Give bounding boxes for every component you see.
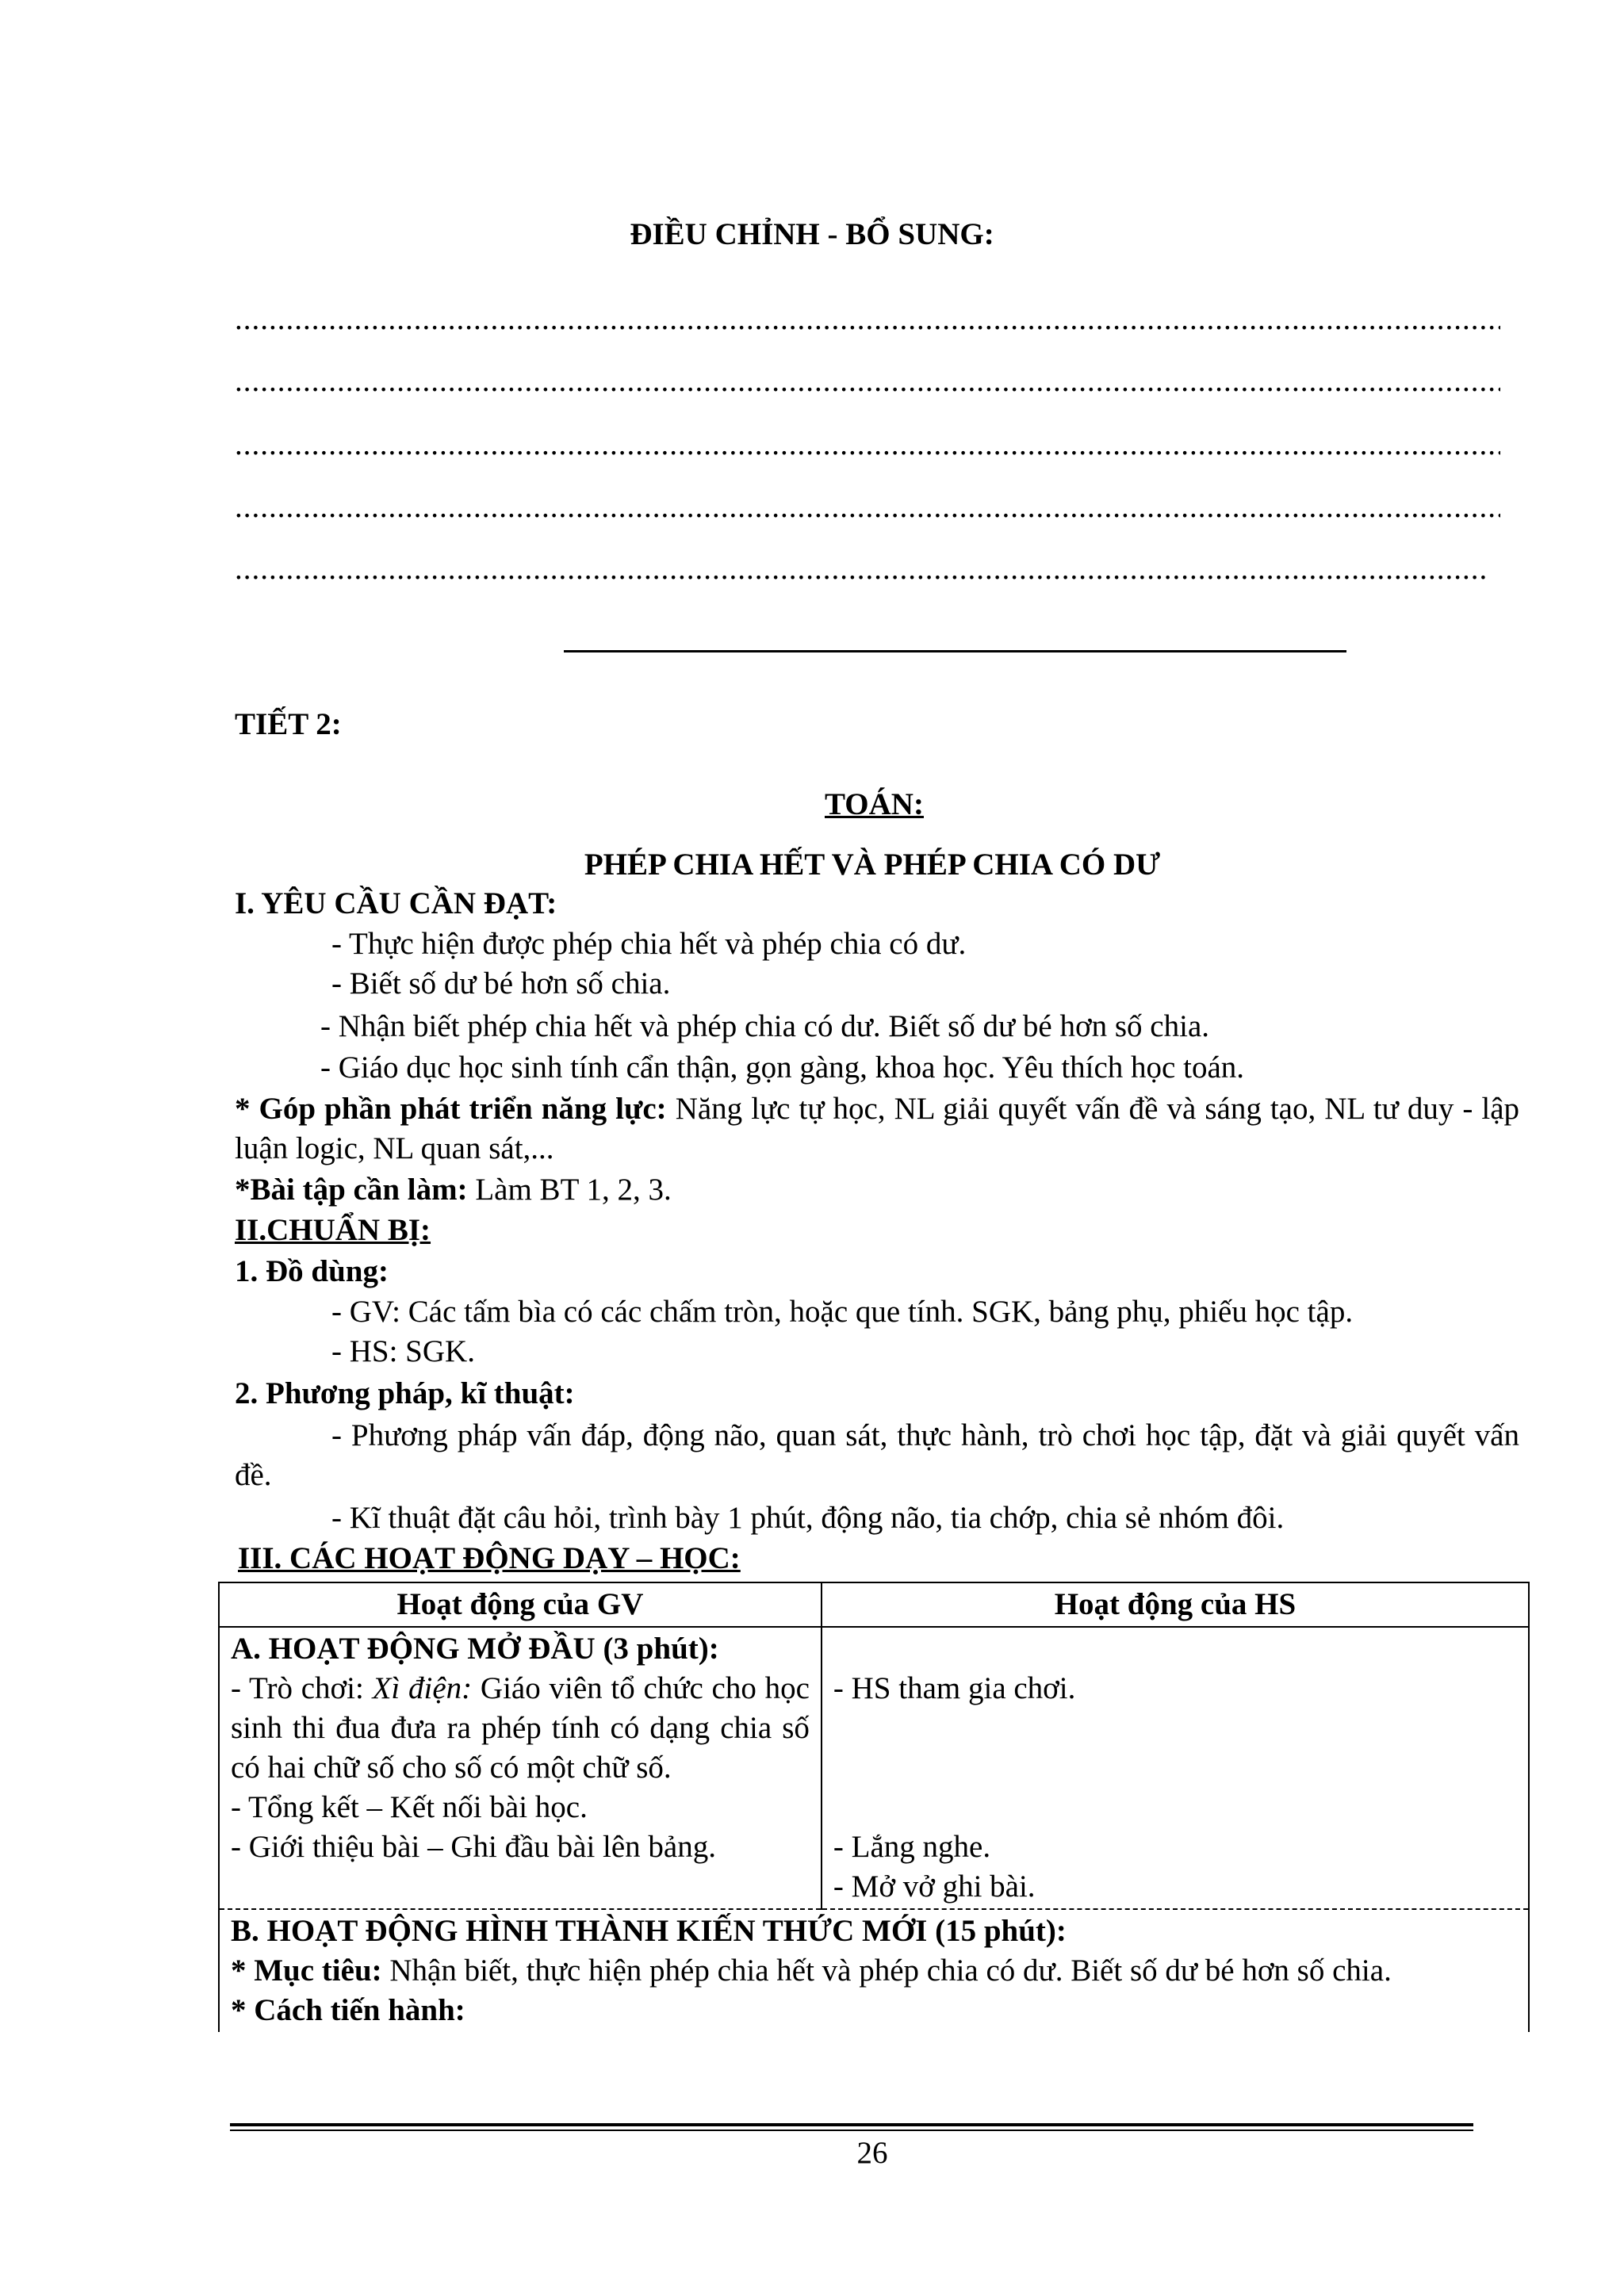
goal-text: Nhận biết, thực hiện phép chia hết và phép chia có dư. Biết số dư bé hơn số chia. [381, 1954, 1392, 1988]
exercise-line [235, 1170, 672, 1210]
activity-a-title: A. HOẠT ĐỘNG MỞ ĐẦU (3 phút): [231, 1632, 719, 1666]
table-row [219, 1909, 1529, 2032]
competence-text: Năng lực tự học, NL giải quyết vấn đề và sáng tạo, NL tư duy - lập luận logic, NL quan sát,... [235, 1092, 1520, 1165]
gv-activity-cell [219, 1627, 822, 1909]
table-header-row [219, 1582, 1529, 1627]
method-line: * Cách tiến hành: [231, 1993, 465, 2027]
period-label: TIẾT 2: [235, 707, 342, 741]
section-2-title: II.CHUẨN BỊ: [235, 1213, 431, 1247]
hs-listen: - Lắng nghe. [833, 1830, 991, 1864]
lesson-title: PHÉP CHIA HẾT VÀ PHÉP CHIA CÓ DƯ [584, 848, 1161, 882]
dotted-line [235, 549, 1488, 590]
section-1-title: I. YÊU CẦU CẦN ĐẠT: [235, 886, 557, 920]
game-name: Xì điện: [372, 1671, 473, 1705]
hs-activity-cell [822, 1627, 1529, 1909]
table-row [219, 1627, 1529, 1909]
adjust-heading: ĐIỀU CHỈNH - BỔ SUNG: [630, 217, 994, 251]
game-text: Giáo viên tổ chức cho học sinh thi đua đưa ra phép tính có dạng chia số có hai chữ số cho số có một chữ số. [231, 1671, 810, 1785]
hs-write: - Mở vở ghi bài. [833, 1869, 1036, 1904]
activity-b-title: B. HOẠT ĐỘNG HÌNH THÀNH KIẾN THỨC MỚI (15 phút): [231, 1914, 1067, 1948]
competence-label: * Góp phần phát triển năng lực: [235, 1092, 667, 1126]
dotted-line [235, 487, 1500, 528]
activity-table [218, 1582, 1530, 2032]
dotted-line [235, 424, 1500, 465]
footer-rule [230, 2123, 1473, 2126]
subject-title: TOÁN: [825, 787, 924, 821]
method-paragraph: - Phương pháp vấn đáp, động não, quan sát, thực hành, trò chơi học tập, đặt và giải quyết vấn đề. [235, 1418, 1519, 1492]
exercise-label: *Bài tập cần làm: [235, 1173, 468, 1207]
dotted-line [235, 361, 1500, 402]
dotted-line [235, 299, 1500, 340]
column-header-hs: Hoạt động của HS [822, 1582, 1529, 1627]
competence-paragraph [235, 1089, 1519, 1169]
subsection-methods: 2. Phương pháp, kĩ thuật: [235, 1376, 575, 1410]
summary-line: - Tổng kết – Kết nối bài học. [231, 1790, 588, 1824]
objective-item: - Giáo dục học sinh tính cẩn thận, gọn gàng, khoa học. Yêu thích học toán. [320, 1050, 1245, 1085]
objective-item: - Biết số dư bé hơn số chia. [331, 966, 671, 1001]
goal-label: * Mục tiêu: [231, 1954, 382, 1988]
hs-play: - HS tham gia chơi. [833, 1671, 1076, 1705]
separator-line [564, 650, 1346, 652]
goal-line [231, 1951, 1517, 1991]
exercise-text: Làm BT 1, 2, 3. [467, 1173, 672, 1207]
footer-rule [230, 2130, 1473, 2131]
tools-hs: - HS: SGK. [331, 1334, 475, 1368]
game-prefix: - Trò chơi: [231, 1671, 373, 1705]
tools-gv: - GV: Các tấm bìa có các chấm tròn, hoặc que tính. SGK, bảng phụ, phiếu học tập. [331, 1295, 1354, 1329]
game-description [231, 1669, 810, 1788]
section-3-title: III. CÁC HOẠT ĐỘNG DẠY – HỌC: [238, 1541, 741, 1575]
technique-line: - Kĩ thuật đặt câu hỏi, trình bày 1 phút, động não, tia chớp, chia sẻ nhóm đôi. [331, 1501, 1285, 1535]
intro-line: - Giới thiệu bài – Ghi đầu bài lên bảng. [231, 1830, 716, 1864]
column-header-gv: Hoạt động của GV [219, 1582, 822, 1627]
objective-item: - Nhận biết phép chia hết và phép chia có dư. Biết số dư bé hơn số chia. [320, 1009, 1210, 1043]
activity-b-cell [219, 1909, 1529, 2032]
objective-item: - Thực hiện được phép chia hết và phép chia có dư. [331, 927, 967, 961]
page-number: 26 [856, 2136, 888, 2170]
subsection-tools: 1. Đồ dùng: [235, 1254, 389, 1288]
